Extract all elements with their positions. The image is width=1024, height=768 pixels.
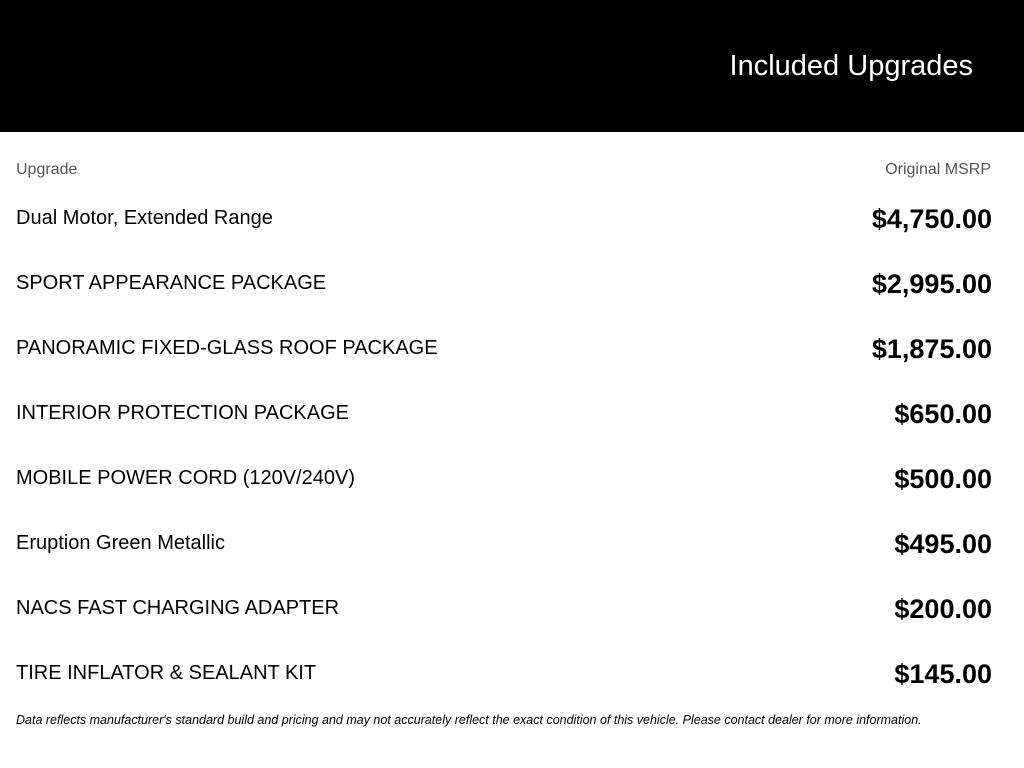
upgrade-price: $200.00 (894, 594, 992, 624)
table-row (0, 510, 1024, 575)
upgrade-name: Eruption Green Metallic (16, 532, 225, 554)
upgrade-name: Dual Motor, Extended Range (16, 207, 273, 229)
disclaimer-text: Data reflects manufacturer's standard build and pricing and may not accurately reflect the exact condition of this vehicle. Please contact dealer for more information. (16, 713, 922, 727)
upgrade-price: $145.00 (894, 659, 992, 689)
upgrade-name: PANORAMIC FIXED-GLASS ROOF PACKAGE (16, 337, 438, 359)
upgrade-price: $500.00 (894, 464, 992, 494)
upgrade-price: $650.00 (894, 399, 992, 429)
upgrade-name: MOBILE POWER CORD (120V/240V) (16, 467, 355, 489)
table-row (0, 640, 1024, 705)
upgrade-price: $2,995.00 (871, 269, 992, 299)
table-row (0, 185, 1024, 250)
table-row (0, 445, 1024, 510)
page-title: Included Upgrades (729, 50, 973, 82)
upgrade-name: NACS FAST CHARGING ADAPTER (16, 597, 340, 619)
header-banner (0, 0, 1024, 132)
upgrade-price: $4,750.00 (871, 204, 992, 234)
table-row (0, 575, 1024, 640)
table-row (0, 250, 1024, 315)
column-header-upgrade: Upgrade (16, 161, 78, 178)
upgrade-name: INTERIOR PROTECTION PACKAGE (16, 402, 349, 424)
upgrade-rows (0, 185, 1024, 705)
upgrade-price: $1,875.00 (871, 334, 992, 364)
table-row (0, 380, 1024, 445)
upgrade-name: SPORT APPEARANCE PACKAGE (16, 272, 327, 294)
upgrade-name: TIRE INFLATOR & SEALANT KIT (16, 662, 317, 684)
upgrade-price: $495.00 (894, 529, 992, 559)
table-row (0, 315, 1024, 380)
column-header-msrp: Original MSRP (885, 161, 991, 178)
upgrades-table (0, 132, 1024, 768)
